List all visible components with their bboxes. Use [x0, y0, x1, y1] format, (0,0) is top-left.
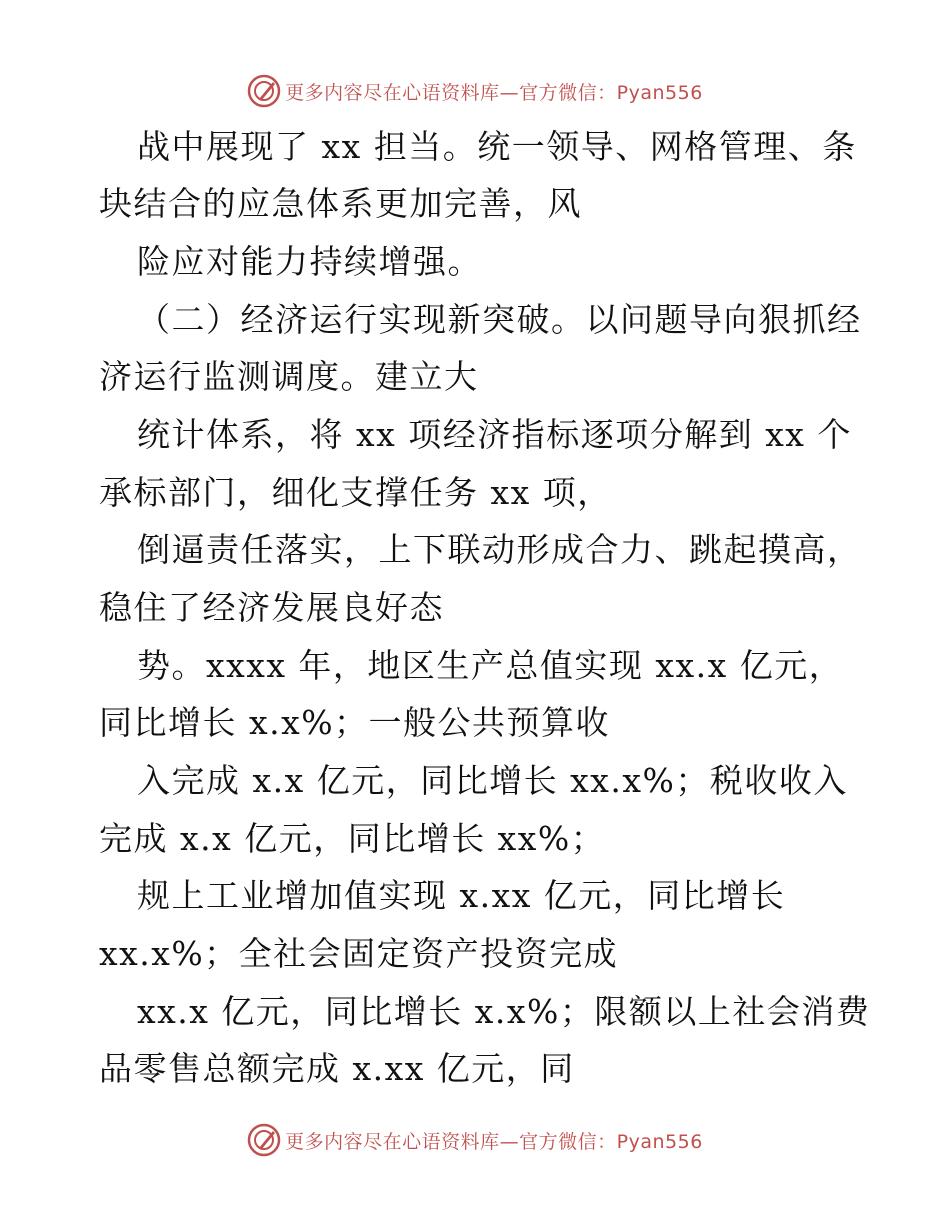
body-line: （二）经济运行实现新突破。以问题导向狠抓经: [137, 300, 862, 339]
body-line: 济运行监测调度。建立大: [99, 357, 479, 396]
body-line: 同比增长 x.x%；一般公共预算收: [99, 703, 611, 742]
body-line: 入完成 x.x 亿元，同比增长 xx.x%；税收收入: [137, 761, 848, 800]
library-logo-icon: [247, 1123, 281, 1157]
footer-banner: [0, 1118, 950, 1162]
body-line: 统计体系，将 xx 项经济指标逐项分解到 xx 个: [137, 415, 852, 454]
footer-banner-text: 更多内容尽在心语资料库—官方微信：Pyan556: [285, 1130, 703, 1153]
body-line: 承标部门，细化支撑任务 xx 项，: [99, 473, 612, 512]
header-banner-text: 更多内容尽在心语资料库—官方微信：Pyan556: [285, 81, 703, 104]
body-line: 品零售总额完成 x.xx 亿元，同: [99, 1049, 575, 1088]
body-line: 倒逼责任落实，上下联动形成合力、跳起摸高，: [137, 530, 862, 569]
body-line: 势。xxxx 年，地区生产总值实现 xx.x 亿元，: [137, 646, 844, 685]
body-line: xx.x%；全社会固定资产投资完成: [99, 934, 619, 973]
body-line: 规上工业增加值实现 x.xx 亿元，同比增长: [137, 876, 786, 915]
body-line: 块结合的应急体系更加完善，风: [99, 184, 582, 223]
body-line: xx.x 亿元，同比增长 x.x%；限额以上社会消费: [137, 992, 871, 1031]
body-line: 险应对能力持续增强。: [137, 242, 482, 281]
body-line: 战中展现了 xx 担当。统一领导、网格管理、条: [137, 127, 857, 166]
body-line: 稳住了经济发展良好态: [99, 588, 444, 627]
body-line: 完成 x.x 亿元，同比增长 xx%；: [99, 819, 606, 858]
